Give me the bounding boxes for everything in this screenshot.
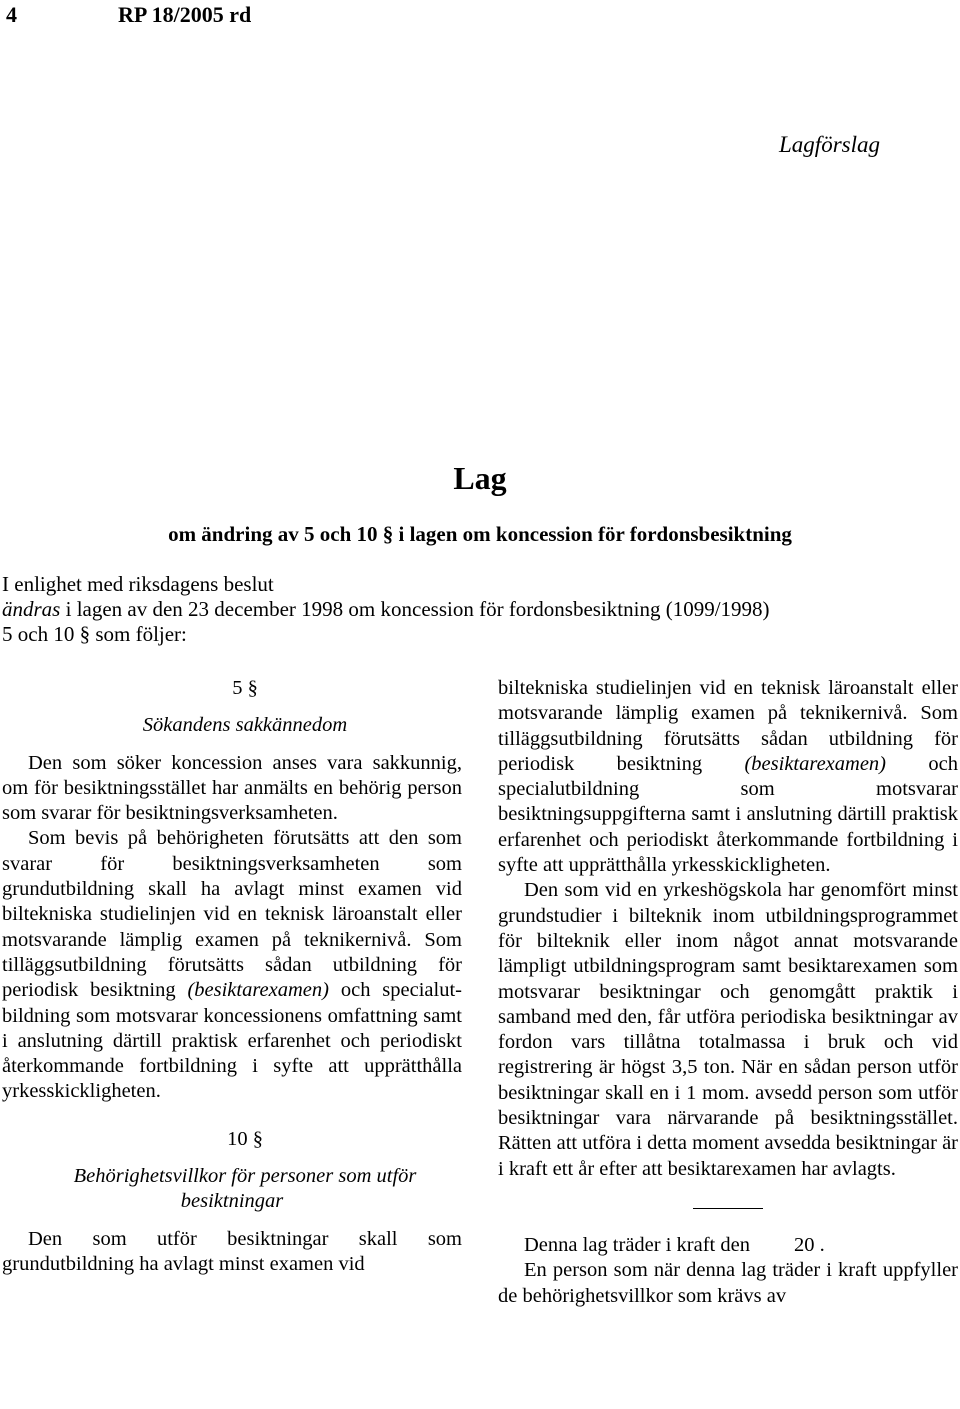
section-10-paragraph-1: Den som utför besiktningar skall som grundutbildning ha avlagt minst examen vid (2, 1227, 462, 1275)
right-p1-part-b: och specialutbildning som motsvarar besiktningsuppgifterna samt i anslutning därtill praktisk erfarenhet och periodiskt återkommande fortbildning i syfte att upprätthålla yrkesskickligheten. (498, 752, 958, 877)
page-number: 4 (6, 2, 17, 27)
amended-keyword: ändras (2, 597, 61, 621)
preamble-line-2-rest: i lagen av den 23 december 1998 om koncession för fordonsbesiktning (1099/1998) (60, 597, 770, 621)
section-5-p2-part-a: Som bevis på behörigheten förutsätts att den som svarar för besiktningsverksamheten som grundutbildning skall ha avlagt minst examen vid biltekniska studielinjen vid en teknisk läroanstalt eller motsvarande lämplig examen på teknikernivå. Som tilläggsutbildning förutsätts sådan utbildning för periodisk besiktning (2, 827, 462, 1002)
preamble-line-2 (2, 597, 960, 622)
section-10-title: Behörighetsvillkor för personer som utför besiktningar (73, 1165, 417, 1213)
preamble-line-3: 5 och 10 § som följer: (2, 622, 187, 646)
section-5-paragraph-1: Den som söker koncession anses vara sakkunnig, om för besiktningsstället har anmälts en behörig person som svarar för besiktningsverksamheten. (2, 751, 462, 825)
transition-paragraph: En person som när denna lag träder i kraft uppfyller de behörighetsvillkor som krävs av (498, 1259, 958, 1307)
separator-rule (693, 1208, 763, 1209)
left-column (2, 676, 462, 1277)
effective-date-text: Denna lag träder i kraft den (524, 1233, 750, 1256)
preamble (2, 572, 960, 647)
section-5-p2-italic: (besiktarexamen) (187, 979, 329, 1002)
section-5-heading: 5 § (232, 677, 258, 699)
law-title: Lag (453, 460, 507, 496)
section-5-p2-part-b: och specialutbildning som motsvarar koncessionens omfattning samt i anslutning därtill praktisk erfarenhet och periodiskt återkommande fortbildning i syfte att upprätthålla yrkesskickligheten. (2, 979, 462, 1103)
right-paragraph-2: Den som vid en yrkeshögskola har genomfört minst grundstudier i bilteknik inom utbildningsprogrammet för bilteknik eller inom något annat motsvarande lämpligt utbildningsprogram samt besiktarexamen som motsvarar besiktningar och genomgått praktik i samband med den, får utföra periodiska besiktningar av fordon vars tillåtna totalmassa i bruk och vid registrering är högst 3,5 ton. När en sådan person utför besiktningar skall en i 1 mom. avsedd person som utför besiktningar vara närvarande på besiktningsstället. Rätten att utföra i detta moment avsedda besiktningar är i kraft ett år efter att besiktarexamen har avlagts. (498, 879, 958, 1180)
right-paragraph-1 (498, 676, 958, 878)
section-10-heading: 10 § (227, 1127, 263, 1150)
law-subtitle: om ändring av 5 och 10 § i lagen om koncession för fordonsbesiktning (168, 522, 792, 546)
section-5-paragraph-2 (2, 826, 462, 1104)
section-5-title: Sökandens sakkännedom (142, 714, 348, 737)
effective-date-line (498, 1233, 958, 1258)
document-reference: RP 18/2005 rd (118, 2, 252, 27)
effective-date-year: 20 . (793, 1233, 825, 1256)
right-p1-italic: (besiktarexamen) (744, 752, 887, 775)
right-p1-part-a: biltekniska studielinjen vid en teknisk läroanstalt eller motsvarande lämplig examen på teknikernivå. Som tilläggsutbildning förutsätts sådan utbildning för periodisk besiktning (498, 677, 958, 775)
preamble-line-1: I enlighet med riksdagens beslut (2, 572, 274, 596)
section-heading: Lagförslag (779, 132, 880, 157)
right-column (498, 676, 958, 1309)
